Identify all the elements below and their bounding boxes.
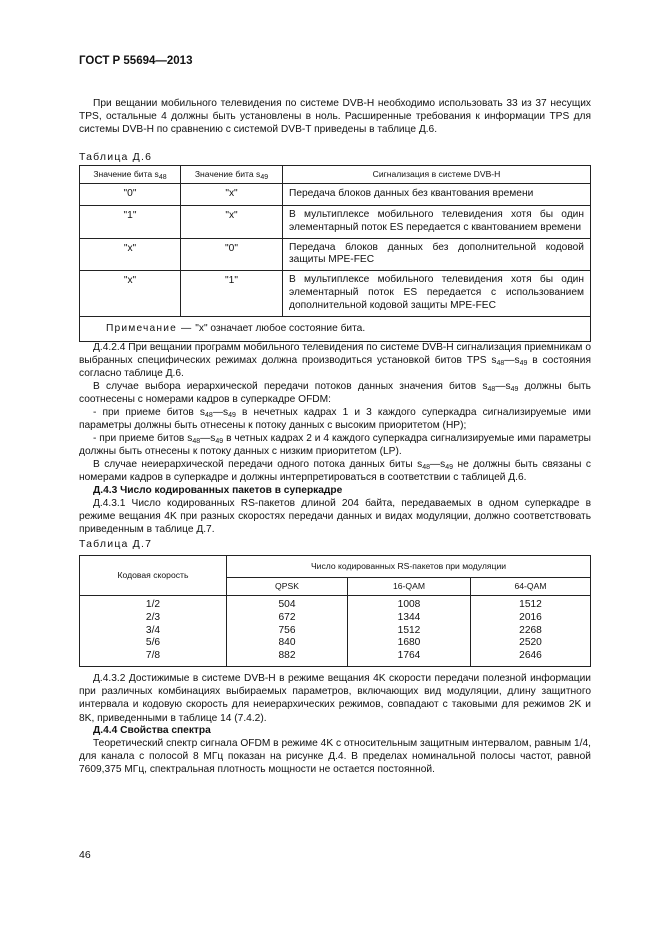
table-note-row: Примечание — "x" означает любое состояние бита. (80, 316, 591, 342)
table-row: "0" "x" Передача блоков данных без квантования времени (80, 184, 591, 206)
col-header-s49: Значение бита $s_{49}$ (181, 166, 283, 184)
table-row: "x" "0" Передача блоков данных без дополнительной кодовой защиты MPE-FEC (80, 238, 591, 271)
table-d6-caption: Таблица Д.6 (79, 151, 153, 163)
heading-d44: Д.4.4 Свойства спектра (93, 725, 211, 736)
col-header-code-rate: Кодовая скорость (80, 556, 227, 596)
col-header-packets: Число кодированных RS-пакетов при модуляции (227, 556, 591, 578)
table-row: "1" "x" В мультиплексе мобильного телевидения хотя бы один элементарный поток ES передается с квантованием времени (80, 206, 591, 239)
col-header-qpsk: QPSK (227, 578, 348, 596)
table-d7-caption: Таблица Д.7 (79, 538, 153, 550)
paragraph-spectrum: Теоретический спектр сигнала OFDM в режиме 4K с относительным защитным интервалом, равным 1/4, для канала с полосой 8 МГц показан на рисунке Д.4. В пределах номинальной полосы частот, равной 7609,375 МГц, спектральная плотность мощности не остается постоянной. (79, 738, 591, 776)
paragraph-intro: При вещании мобильного телевидения по системе DVB-H необходимо использовать 33 из 37 несущих TPS, остальные 4 должны быть установлены в ноль. Расширенные требования к информации TPS для системы DVB-H по сравнению с системой DVB-T приведены в таблице Д.6. (79, 98, 591, 136)
paragraph-hierarchical: В случае выбора иерархической передачи потоков данных значения битов $s_{48}—s_{49}$ должны быть соотнесены с номерами кадров в суперкадре OFDM: (79, 381, 591, 406)
table-header-row (80, 166, 591, 184)
paragraph-non-hierarchical: В случае неиерархической передачи одного потока данных биты $s_{48}—s_{49}$ не должны быть связаны с номерами кадров в суперкадре и должны интерпретироваться в соответствии с таблицей Д.6. (79, 459, 591, 484)
paragraph-d432: Д.4.3.2 Достижимые в системе DVB-H в режиме вещания 4K скорости передачи полезной информации при различных комбинациях выбираемых параметров, включающих вид модуляции, длину защитного интервала и кодовую скорость для неиерархических режимов, совпадают с таковыми для режимов 2K и 8K, приведенными в таблице 14 (7.4.2). (79, 673, 591, 724)
heading-d43: Д.4.3 Число кодированных пакетов в суперкадре (93, 485, 343, 496)
document-header: ГОСТ Р 55694—2013 (79, 55, 193, 67)
table-row: "x" "1" В мультиплексе мобильного телевидения хотя бы один элементарный поток ES передается с использованием дополнительной кодовой защиты MPE-FEC (80, 271, 591, 316)
table-d7 (79, 555, 591, 667)
paragraph-d424: Д.4.2.4 При вещании программ мобильного телевидения по системе DVB-H сигнализация приемникам о выбранных специфических режимах должна производиться установкой битов TPS $s_{48}—s_{49}$ в состояния согласно таблице Д.6. (79, 342, 591, 380)
col-header-16qam: 16-QAM (348, 578, 471, 596)
col-header-signal: Сигнализация в системе DVB-H (283, 166, 591, 184)
table-data-block: 1/2 2/3 3/4 5/6 7/8 504 672 756 840 882 1008 1344 1512 1680 1764 1512 2016 2268 2520 2646 (80, 596, 591, 667)
page-number: 46 (79, 849, 91, 861)
col-header-64qam: 64-QAM (471, 578, 591, 596)
col-header-s48: Значение бита $s_{48}$ (80, 166, 181, 184)
paragraph-odd-frames: - при приеме битов $s_{48}—s_{49}$ в нечетных кадрах 1 и 3 каждого суперкадра сигнализируемые ими параметры должны быть отнесены к потоку данных с высоким приоритетом (HP); (79, 407, 592, 432)
paragraph-even-frames: - при приеме битов $s_{48}—s_{49}$ в четных кадрах 2 и 4 каждого суперкадра сигнализируемые ими параметры должны быть отнесены к потоку данных с низким приоритетом (LP). (79, 433, 591, 458)
paragraph-d431: Д.4.3.1 Число кодированных RS-пакетов длиной 204 байта, передаваемых в одном суперкадре в режиме вещания 4K при разных скоростях передачи данных и видах модуляции, должно соответствовать приведенным в таблице Д.7. (79, 498, 591, 536)
table-d6 (79, 165, 591, 342)
